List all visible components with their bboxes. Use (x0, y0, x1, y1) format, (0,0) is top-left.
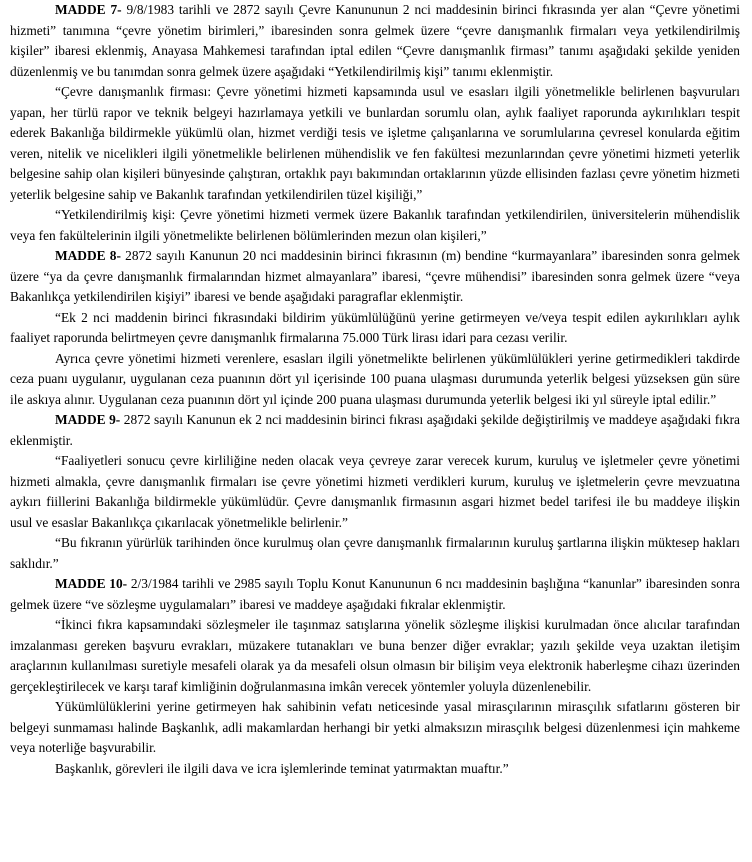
article-10-text: 2/3/1984 tarihli ve 2985 sayılı Toplu Konut Kanununun 6 ncı maddesinin başlığına “kanunlar” ibaresinden sonra gelmek üzere “ve sözleşme uygulamaları” ibaresi ve maddeye aşağıdaki fıkralar eklenmiştir. (10, 576, 740, 612)
article-8-points-paragraph (10, 349, 740, 411)
article-8-text: 2872 sayılı Kanunun 20 nci maddesinin birinci fıkrasının (m) bendine “kurmayanlara” ibaresinden sonra gelmek üzere “ya da çevre danışmanlık firmalarından hizmet almayanlara” ibaresi, “çevre mühendisi” ibaresinden sonra gelmek üzere “veya Bakanlıkça yetkilendirilen kişiyi” ibaresi ve bende aşağıdaki paragraflar eklenmiştir. (10, 248, 740, 304)
article-9-activities-text: “Faaliyetleri sonucu çevre kirliliğine neden olacak veya çevreye zarar verecek kurum, kuruluş ve işletmeler çevre yönetimi hizmeti almakla, çevre danışmanlık firmaları ise çevre yönetimi hizmeti verdikleri kurum, kuruluş ve işletmelerin çevre mevzuatına aykırı fiillerini Bakanlığa bildirmekle yükümlüdür. Çevre danışmanlık firmasının asgari hizmet bedel tarifesi ile bu maddeye ilişkin usul ve esaslar Bakanlıkça çıkarılacak yönetmelikle belirlenir.” (10, 453, 740, 530)
law-text-page (10, 0, 740, 779)
definition-consulting-firm-text: “Çevre danışmanlık firması: Çevre yönetimi hizmeti kapsamında usul ve esasları ilgili yönetmelikle belirlenen başvuruları yapan, her türlü rapor ve teknik belgeyi hazırlamaya yetkili ve bunlardan sorumlu olan, aylık faaliyet raporunda aykırılıkları tespit ederek Bakanlığa bildirmekle yükümlü olan, hizmet verdiği tesis ve işletme çalışanlarına ve sorumlularına çevresel konularda eğitim veren, nitelik ve nicelikleri ilgili yönetmelikle belirlenen mühendislik ve fen fakültesi mezunlarından çevre yönetimi hizmeti yeterlik belgesine sahip olan kişileri bünyesinde çalıştıran, ortaklık payı bakımından ortaklarının yüzde ellisinden fazlası çevre yönetim hizmeti yeterlik belgesine sahip ve Bakanlık tarafından yetkilendirilen tüzel kişiliği,” (10, 84, 740, 202)
article-10-contracts-paragraph (10, 615, 740, 697)
article-9-rights-text: “Bu fıkranın yürürlük tarihinden önce kurulmuş olan çevre danışmanlık firmalarının kuruluş şartlarına ilişkin müktesep hakları saklıdır.” (10, 535, 740, 571)
article-8-penalty-paragraph (10, 308, 740, 349)
article-9-paragraph (10, 410, 740, 451)
article-10-heirs-text: Yükümlülüklerini yerine getirmeyen hak sahibinin vefatı neticesinde yasal mirasçılarının mirasçılık sıfatlarını gösteren bir belgeyi sunmaması halinde Başkanlık, adli makamlardan herhangi bir yetki almaksızın mirasçılık belgesi düzenlenmesi için mahkeme veya noterliğe başvurabilir. (10, 699, 740, 755)
article-7-heading: MADDE 7- (55, 2, 122, 17)
article-10-exemption-text: Başkanlık, görevleri ile ilgili dava ve icra işlemlerinde teminat yatırmaktan muaftır.” (55, 760, 509, 776)
article-8-points-text: Ayrıca çevre yönetimi hizmeti verenlere, esasları ilgili yönetmelikte belirlenen yükümlülükleri yerine getirmedikleri takdirde ceza puanı uygulanır, uygulanan ceza puanının dört yıl içerisinde 100 puana ulaşması durumunda yeterlik belgesi yüzseksen gün süre ile askıya alınır. Uygulanan ceza puanının dört yıl içinde 200 puana ulaşması durumunda yeterlik belgesi iki yıl süreyle iptal edilir.” (10, 350, 740, 407)
definition-authorized-person-text: “Yetkilendirilmiş kişi: Çevre yönetimi hizmeti vermek üzere Bakanlık tarafından yetkilendirilen, üniversitelerin mühendislik veya fen fakültelerinin ilgili yönetmelikte belirlenen bölümlerinden mezun olan kişileri,” (10, 207, 740, 243)
article-7-text: 9/8/1983 tarihli ve 2872 sayılı Çevre Kanununun 2 nci maddesinin birinci fıkrasında yer alan “Çevre yönetimi hizmeti” tanımına “çevre yönetim birimleri,” ibaresinden sonra gelmek üzere “çevre danışmanlık firmaları veya yetkilendirilmiş kişiler” ibaresi eklenmiş, Anayasa Mahkemesi tarafından iptal edilen “Çevre danışmanlık firması” tanımı aşağıdaki şekilde yeniden düzenlenmiş ve bu tanımdan sonra gelmek üzere aşağıdaki “Yetkilendirilmiş kişi” tanımı eklenmiştir. (10, 2, 740, 79)
article-10-heading: MADDE 10- (55, 576, 128, 591)
article-8-paragraph (10, 246, 740, 308)
article-10-heirs-paragraph (10, 697, 740, 759)
article-10-contracts-text: “İkinci fıkra kapsamındaki sözleşmeler ile taşınmaz satışlarına yönelik sözleşme ilişkisi kurulmadan önce alıcılar tarafından imzalanması gereken başvuru evrakları, müzakere tutanakları ve buna benzer diğer evraklar; yazılı şekilde veya uzaktan iletişim araçlarının kullanılması suretiyle mesafeli olarak ya da mesafeli olsun olmasın bir bilişim veya elektronik haberleşme cihazı üzerinden gerçekleştirilecek ve karşı taraf kimliğinin doğrulanmasına imkân verecek yöntemler yoluyla düzenlenebilir. (10, 617, 740, 694)
article-8-heading: MADDE 8- (55, 248, 121, 263)
article-7-paragraph (10, 0, 740, 82)
article-8-penalty-text: “Ek 2 nci maddenin birinci fıkrasındaki bildirim yükümlülüğünü yerine getirmeyen ve/veya tespit edilen aykırılıkları aylık faaliyet raporunda belirtmeyen çevre danışmanlık firmalarına 75.000 Türk lirası idari para cezası verilir. (10, 309, 740, 345)
article-10-exemption-paragraph (10, 759, 740, 780)
definition-consulting-firm (10, 82, 740, 205)
article-9-text: 2872 sayılı Kanunun ek 2 nci maddesinin birinci fıkrası aşağıdaki şekilde değiştirilmiş ve maddeye aşağıdaki fıkra eklenmiştir. (10, 412, 740, 448)
article-9-heading: MADDE 9- (55, 412, 121, 427)
article-9-rights-paragraph (10, 533, 740, 574)
article-10-paragraph (10, 574, 740, 615)
definition-authorized-person (10, 205, 740, 246)
article-9-activities-paragraph (10, 451, 740, 533)
